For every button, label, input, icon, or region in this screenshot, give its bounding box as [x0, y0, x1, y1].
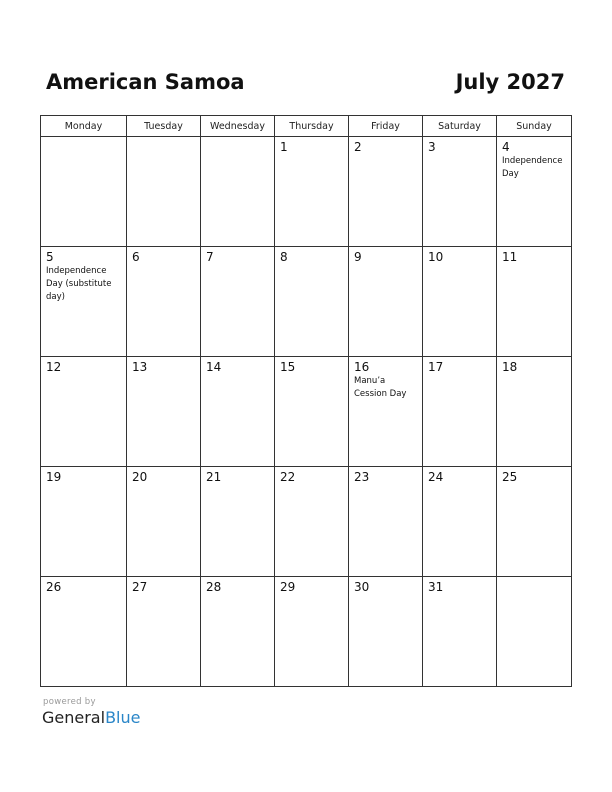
day-cell — [127, 247, 201, 357]
day-number: 9 — [354, 250, 362, 264]
day-cell — [423, 467, 497, 577]
day-number: 18 — [502, 360, 518, 374]
day-cell — [127, 357, 201, 467]
day-number: 11 — [502, 250, 518, 264]
day-number: 6 — [132, 250, 140, 264]
day-cell — [275, 467, 349, 577]
day-number: 12 — [46, 360, 62, 374]
day-cell — [349, 357, 423, 467]
day-cell — [423, 137, 497, 247]
day-cell — [41, 577, 127, 687]
day-number: 3 — [428, 140, 436, 154]
weekday-header: Monday — [41, 116, 127, 137]
day-cell — [275, 137, 349, 247]
day-number: 29 — [280, 580, 296, 594]
day-cell — [497, 577, 572, 687]
weekday-header: Wednesday — [201, 116, 275, 137]
day-number: 17 — [428, 360, 444, 374]
calendar-country-title: American Samoa — [46, 70, 245, 94]
week-row — [41, 577, 572, 687]
day-number: 8 — [280, 250, 288, 264]
day-number: 23 — [354, 470, 370, 484]
day-number: 13 — [132, 360, 148, 374]
holiday-label: Manu’a Cession Day — [354, 376, 407, 399]
day-number: 7 — [206, 250, 214, 264]
day-cell — [349, 247, 423, 357]
day-cell — [349, 137, 423, 247]
day-cell — [423, 577, 497, 687]
day-cell — [41, 467, 127, 577]
brand-logo[interactable] — [42, 708, 140, 727]
weekday-header: Tuesday — [127, 116, 201, 137]
day-number: 24 — [428, 470, 444, 484]
week-row — [41, 467, 572, 577]
weekday-header: Saturday — [423, 116, 497, 137]
weekday-header: Thursday — [275, 116, 349, 137]
day-cell — [201, 577, 275, 687]
day-number: 25 — [502, 470, 518, 484]
day-cell — [497, 357, 572, 467]
week-row — [41, 357, 572, 467]
brand-logo-general: General — [42, 708, 106, 727]
weekday-header: Friday — [349, 116, 423, 137]
day-number: 27 — [132, 580, 148, 594]
month-calendar-grid — [40, 115, 572, 687]
day-number: 2 — [354, 140, 362, 154]
day-cell — [201, 247, 275, 357]
day-cell — [41, 247, 127, 357]
day-cell — [41, 137, 127, 247]
day-cell — [497, 137, 572, 247]
day-number: 14 — [206, 360, 222, 374]
day-cell — [201, 137, 275, 247]
day-number: 20 — [132, 470, 148, 484]
holiday-label: Independence Day — [502, 156, 563, 179]
powered-by-label: powered by — [43, 697, 96, 707]
calendar-month-title: July 2027 — [455, 70, 565, 94]
day-cell — [41, 357, 127, 467]
day-cell — [349, 577, 423, 687]
brand-logo-blue: Blue — [105, 708, 141, 727]
day-number: 4 — [502, 140, 510, 154]
day-cell — [423, 247, 497, 357]
day-cell — [423, 357, 497, 467]
day-number: 10 — [428, 250, 444, 264]
day-cell — [497, 467, 572, 577]
day-cell — [127, 577, 201, 687]
day-cell — [201, 357, 275, 467]
holiday-label: Independence Day (substitute day) — [46, 266, 112, 302]
day-number: 21 — [206, 470, 222, 484]
day-cell — [349, 467, 423, 577]
day-number: 31 — [428, 580, 444, 594]
day-number: 30 — [354, 580, 370, 594]
day-number: 22 — [280, 470, 296, 484]
day-number: 1 — [280, 140, 288, 154]
week-row — [41, 247, 572, 357]
day-cell — [201, 467, 275, 577]
day-cell — [275, 247, 349, 357]
day-cell — [127, 137, 201, 247]
week-row — [41, 137, 572, 247]
weekday-header-row — [41, 116, 572, 137]
day-cell — [497, 247, 572, 357]
day-number: 15 — [280, 360, 296, 374]
day-cell — [275, 577, 349, 687]
day-cell — [127, 467, 201, 577]
day-cell — [275, 357, 349, 467]
day-number: 16 — [354, 360, 370, 374]
day-number: 26 — [46, 580, 62, 594]
day-number: 19 — [46, 470, 62, 484]
weekday-header: Sunday — [497, 116, 572, 137]
day-number: 28 — [206, 580, 222, 594]
day-number: 5 — [46, 250, 54, 264]
